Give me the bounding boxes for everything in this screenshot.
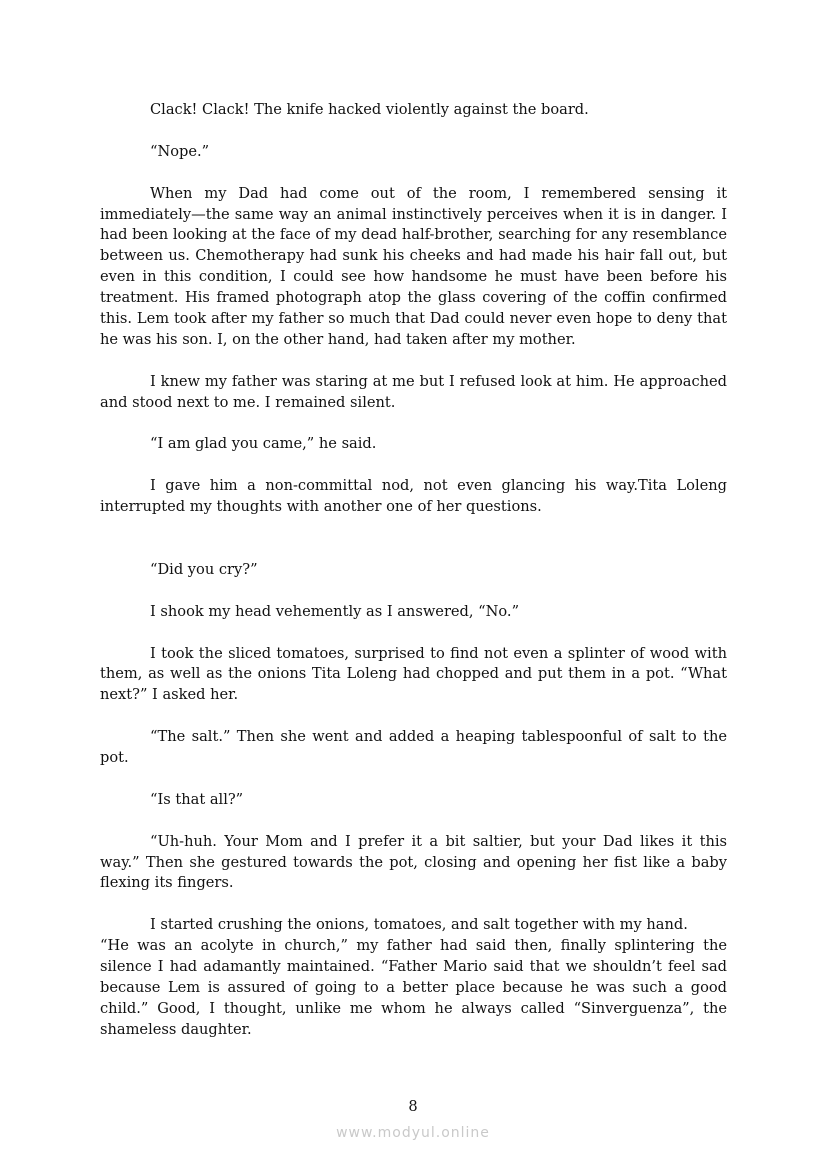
watermark: www.modyul.online bbox=[336, 1125, 490, 1141]
document-body bbox=[100, 100, 727, 1062]
paragraph: “Did you cry?” bbox=[150, 560, 258, 578]
paragraph: Clack! Clack! The knife hacked violently against the board. bbox=[150, 101, 589, 118]
page-number: 8 bbox=[408, 1098, 418, 1115]
paragraph: I gave him a non-committal nod, not even glancing his way.Tita Loleng interrupted my thoughts with another one of her questions. bbox=[100, 477, 727, 516]
paragraph: “Is that all?” bbox=[150, 790, 244, 808]
paragraph: “Uh-huh. Your Mom and I prefer it a bit saltier, but your Dad likes it this way.” Then she gestured towards the pot, closing and opening her fist like a baby flexing its fingers. bbox=[100, 832, 727, 892]
paragraph: I started crushing the onions, tomatoes, and salt together with my hand. bbox=[150, 916, 688, 934]
section-gap bbox=[100, 539, 727, 560]
paragraph: I took the sliced tomatoes, surprised to find not even a splinter of wood with them, as well as the onions Tita Loleng had chopped and put them in a pot. “What next?” I asked her. bbox=[100, 644, 727, 704]
paragraph: I shook my head vehemently as I answered, “No.” bbox=[150, 602, 520, 620]
paragraph: “He was an acolyte in church,” my father had said then, finally splintering the silence I had adamantly maintained. “Father Mario said that we shouldn’t feel sad because Lem is assured of going to a better place because he was such a good child.” Good, I thought, unlike me whom he always called “Sinverguenza”, the shameless daughter. bbox=[100, 937, 727, 1038]
paragraph: I knew my father was staring at me but I refused look at him. He approached and stood next to me. I remained silent. bbox=[100, 372, 727, 411]
paragraph: “The salt.” Then she went and added a heaping tablespoonful of salt to the pot. bbox=[100, 728, 727, 767]
paragraph: When my Dad had come out of the room, I remembered sensing it immediately—the same way an animal instinctively perceives when it is in danger. I had been looking at the face of my dead half-brother, searching for any resemblance between us. Chemotherapy had sunk his cheeks and had made his hair fall out, but even in this condition, I could see how handsome he must have been before his treatment. His framed photograph atop the glass covering of the coffin confirmed this. Lem took after my father so much that Dad could never even hope to deny that he was his son. I, on the other hand, had taken after my mother. bbox=[100, 184, 727, 348]
paragraph: “I am glad you came,” he said. bbox=[150, 435, 377, 453]
paragraph: “Nope.” bbox=[150, 142, 210, 160]
